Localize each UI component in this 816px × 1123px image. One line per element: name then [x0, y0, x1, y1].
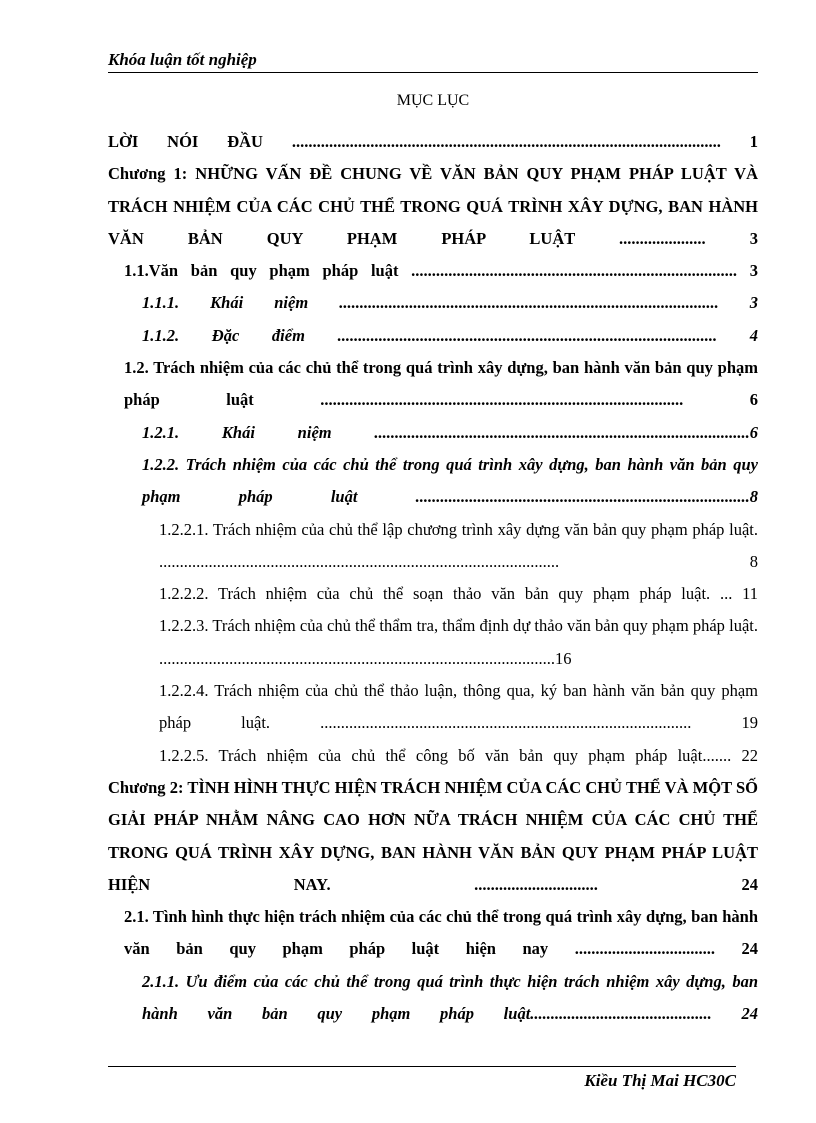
footer-divider — [108, 1066, 736, 1067]
page-footer: Kiều Thị Mai HC30C — [584, 1071, 736, 1090]
toc-entry-2-1[interactable]: 2.1. Tình hình thực hiện trách nhiệm của các chủ thể trong quá trình xây dựng, ban hành văn bản quy phạm pháp luật hiện nay .................................. 24 — [124, 907, 758, 959]
toc-entry-1-2[interactable]: 1.2. Trách nhiệm của các chủ thể trong quá trình xây dựng, ban hành văn bản quy phạm pháp luật ........................................................................................ 6 — [124, 358, 758, 410]
toc-entry-1-1-2[interactable]: 1.1.2. Đặc điểm ............................................................................................ 4 — [142, 325, 758, 345]
toc-entry-chapter-2[interactable]: Chương 2: TÌNH HÌNH THỰC HIỆN TRÁCH NHIỆM CỦA CÁC CHỦ THỂ VÀ MỘT SỐ GIẢI PHÁP NHẰM NÂNG CAO HƠN NỮA TRÁCH NHIỆM CỦA CÁC CHỦ THỂ TRONG QUÁ TRÌNH XÂY DỰNG, BAN HÀNH VĂN BẢN QUY PHẠM PHÁP LUẬT HIỆN NAY. .............................. 24 — [108, 777, 758, 894]
toc-entry-1-1[interactable]: 1.1.Văn bản quy phạm pháp luật ............................................................................... 3 — [124, 261, 758, 281]
toc-entry-1-2-2[interactable]: 1.2.2. Trách nhiệm của các chủ thể trong quá trình xây dựng, ban hành văn bản quy phạm pháp luật .................................................................................8 — [142, 454, 758, 507]
toc-entry-1-2-2-5[interactable]: 1.2.2.5. Trách nhiệm của chủ thể công bố văn bản quy phạm pháp luật....... 22 — [159, 745, 758, 765]
toc-entry-1-2-2-3[interactable]: 1.2.2.3. Trách nhiệm của chủ thể thẩm tra, thẩm định dự thảo văn bản quy phạm pháp luật. ................................................................................................16 — [159, 616, 758, 668]
toc-entry-1-2-2-4[interactable]: 1.2.2.4. Trách nhiệm của chủ thể thảo luận, thông qua, ký ban hành văn bản quy phạm pháp luật. .......................................................................................... 19 — [159, 681, 758, 733]
toc-entry-1-2-2-2[interactable]: 1.2.2.2. Trách nhiệm của chủ thể soạn thảo văn bản quy phạm pháp luật. ... 11 — [159, 584, 758, 604]
toc-entry-1-2-2-1[interactable]: 1.2.2.1. Trách nhiệm của chủ thể lập chương trình xây dựng văn bản quy phạm pháp luật. ................................................................................................. 8 — [159, 519, 758, 571]
page-header — [108, 50, 758, 73]
header-title: Khóa luận tốt nghiệp — [108, 50, 257, 69]
toc-entry-1-1-1[interactable]: 1.1.1. Khái niệm ............................................................................................ 3 — [142, 293, 758, 313]
table-of-contents — [108, 126, 758, 1030]
toc-title: MỤC LỤC — [396, 92, 470, 109]
toc-entry-preface[interactable]: LỜI NÓI ĐẦU ........................................................................................................ 1 — [108, 132, 758, 151]
toc-entry-chapter-1[interactable]: Chương 1: NHỮNG VẤN ĐỀ CHUNG VỀ VĂN BẢN QUY PHẠM PHÁP LUẬT VÀ TRÁCH NHIỆM CỦA CÁC CHỦ THỂ TRONG QUÁ TRÌNH XÂY DỰNG, BAN HÀNH VĂN BẢN QUY PHẠM PHÁP LUẬT ..................... 3 — [108, 164, 758, 248]
toc-entry-2-1-1[interactable]: 2.1.1. Ưu điểm của các chủ thể trong quá trình thực hiện trách nhiệm xây dựng, ban hành văn bản quy phạm pháp luật............................................ 24 — [142, 971, 758, 1024]
toc-entry-1-2-1[interactable]: 1.2.1. Khái niệm ...........................................................................................6 — [142, 422, 758, 442]
